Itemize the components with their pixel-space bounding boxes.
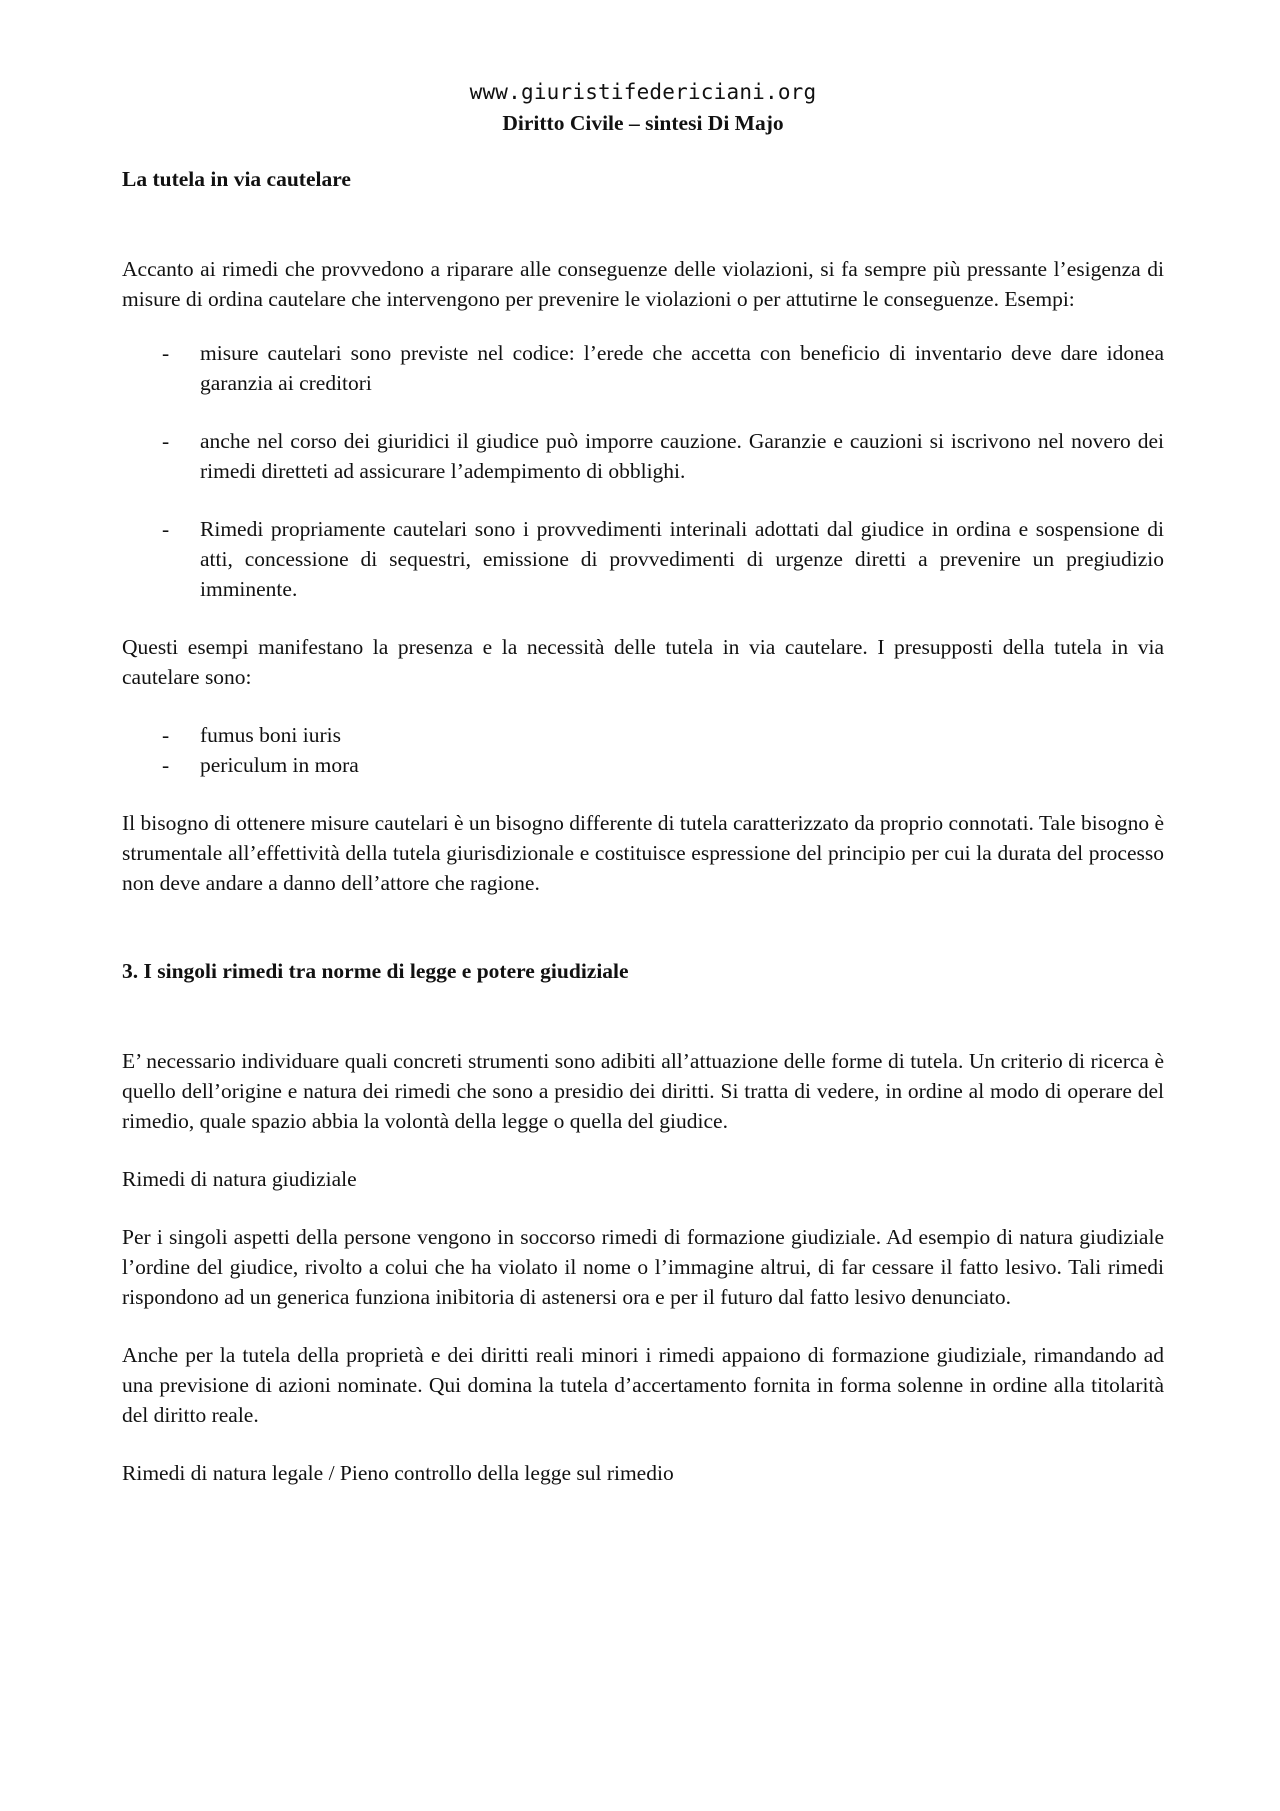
- section-heading-rimedi: 3. I singoli rimedi tra norme di legge e potere giudiziale: [122, 959, 629, 983]
- list-item-text: Rimedi propriamente cautelari sono i provvedimenti interinali adottati dal giudice in ordina e sospensione di atti, concessione di sequestri, emissione di provvedimenti di urgenze diretti a prevenire un pregiudizio imminente.: [200, 517, 1164, 601]
- list-item: [122, 426, 1164, 486]
- list-item-text: fumus boni iuris: [200, 723, 341, 747]
- paragraph-giudiziale: Per i singoli aspetti della persone vengono in soccorso rimedi di formazione giudiziale. Ad esempio di natura giudiziale l’ordine del giudice, rivolto a colui che ha violato il nome o l’immagine altrui, di far cessare il fatto lesivo. Tali rimedi rispondono ad un generica funziona inibitoria di astenersi ora e per il futuro dal fatto lesivo denunciato.: [122, 1225, 1164, 1309]
- list-item-text: misure cautelari sono previste nel codice: l’erede che accetta con beneficio di inventario deve dare idonea garanzia ai creditori: [200, 341, 1164, 395]
- bullet-dash: -: [162, 341, 170, 365]
- section-heading-cautelare: La tutela in via cautelare: [122, 167, 351, 191]
- bullet-dash: -: [162, 723, 170, 747]
- presupposti-list: [122, 720, 1164, 780]
- document-title: Diritto Civile – sintesi Di Majo: [502, 111, 784, 135]
- paragraph-proprieta: Anche per la tutela della proprietà e dei diritti reali minori i rimedi appaiono di formazione giudiziale, rimandando ad una previsione di azioni nominate. Qui domina la tutela d’accertamento fornita in forma solenne in ordine alla titolarità del diritto reale.: [122, 1343, 1164, 1427]
- list-item-text: anche nel corso dei giuridici il giudice può imporre cauzione. Garanzie e cauzioni si iscrivono nel novero dei rimedi diretteti ad assicurare l’adempimento di obblighi.: [200, 429, 1164, 483]
- list-item: [122, 514, 1164, 604]
- list-item: [122, 750, 1164, 780]
- bullet-dash: -: [162, 429, 170, 453]
- paragraph-intro: Accanto ai rimedi che provvedono a riparare alle conseguenze delle violazioni, si fa sempre più pressante l’esigenza di misure di ordina cautelare che intervengono per prevenire le violazioni o per attutirne le conseguenze. Esempi:: [122, 257, 1164, 311]
- document-page: [122, 78, 1164, 1488]
- list-item-text: periculum in mora: [200, 753, 359, 777]
- paragraph-presupposti: Questi esempi manifestano la presenza e la necessità delle tutela in via cautelare. I presupposti della tutela in via cautelare sono:: [122, 635, 1164, 689]
- bullet-dash: -: [162, 517, 170, 541]
- bullet-dash: -: [162, 753, 170, 777]
- subheading-giudiziale: Rimedi di natura giudiziale: [122, 1167, 357, 1191]
- list-item: [122, 338, 1164, 398]
- paragraph-rimedi-intro: E’ necessario individuare quali concreti strumenti sono adibiti all’attuazione delle forme di tutela. Un criterio di ricerca è quello dell’origine e natura dei rimedi che sono a presidio dei diritti. Si tratta di vedere, in ordine al modo di operare del rimedio, quale spazio abbia la volontà della legge o quella del giudice.: [122, 1049, 1164, 1133]
- examples-list: [122, 338, 1164, 604]
- site-url: www.giuristifedericiani.org: [469, 80, 817, 104]
- paragraph-conclusion: Il bisogno di ottenere misure cautelari è un bisogno differente di tutela caratterizzato da proprio connotati. Tale bisogno è strumentale all’effettività della tutela giurisdizionale e costituisce espressione del principio per cui la durata del processo non deve andare a danno dell’attore che ragione.: [122, 811, 1164, 895]
- list-item: [122, 720, 1164, 750]
- subheading-legale: Rimedi di natura legale / Pieno controllo della legge sul rimedio: [122, 1461, 674, 1485]
